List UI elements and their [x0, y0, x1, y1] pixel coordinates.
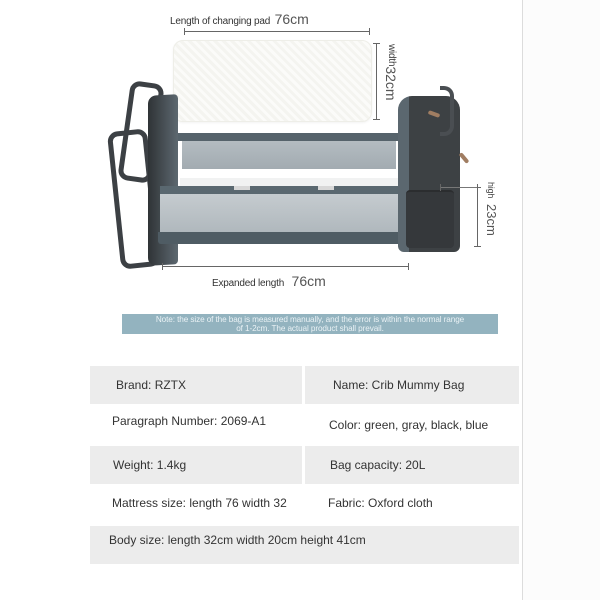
- spec-paragraph-number: Paragraph Number: 2069-A1: [112, 414, 267, 428]
- measurement-note-banner: [122, 314, 498, 334]
- crib-mesh-front: [160, 194, 400, 232]
- pad-length-caption: [170, 11, 309, 29]
- spec-bag-capacity: Bag capacity: 20L: [305, 446, 519, 484]
- height-label: high: [486, 182, 496, 199]
- spec-fabric: Fabric: Oxford cloth: [328, 496, 433, 510]
- rail-clip: [234, 186, 250, 190]
- pad-length-label: Length of changing pad: [170, 16, 271, 27]
- spec-row: [90, 404, 519, 442]
- product-dimension-figure: [0, 0, 522, 300]
- crib-mesh-back: [182, 141, 396, 169]
- rail-clip: [318, 186, 334, 190]
- right-margin: [523, 0, 600, 600]
- spec-color: Color: green, gray, black, blue: [329, 418, 489, 432]
- spec-row: [90, 366, 519, 404]
- height-top-guide: [440, 187, 478, 188]
- crib-back-rail: [178, 133, 398, 141]
- changing-pad-image: [173, 40, 372, 122]
- spec-weight: Weight: 1.4kg: [90, 446, 302, 484]
- height-value: 23cm: [484, 204, 499, 237]
- expanded-length-caption: [212, 273, 326, 291]
- crib-bottom-rail: [158, 232, 402, 244]
- note-line-1: Note: the size of the bag is measured manually, and the error is within the normal range: [155, 315, 465, 324]
- spec-row: [90, 526, 519, 564]
- zipper-tag: [459, 152, 470, 164]
- spec-row: [90, 446, 519, 484]
- height-caption: [482, 182, 500, 236]
- expanded-length-label: Expanded length: [212, 278, 285, 289]
- height-dimension-line: [477, 187, 478, 247]
- note-line-2: of 1-2cm. The actual product shall prevail.: [236, 324, 384, 333]
- pad-width-dimension-line: [376, 43, 377, 120]
- spec-name: Name: Crib Mummy Bag: [305, 366, 519, 404]
- spec-mattress-size: Mattress size: length 76 width 32: [112, 496, 287, 510]
- spec-row: [90, 484, 519, 522]
- pad-length-dimension-line: [184, 31, 370, 32]
- expanded-length-value: 76cm: [291, 273, 326, 289]
- pad-width-value: 32cm: [383, 66, 399, 101]
- expanded-length-dimension-line: [162, 266, 409, 267]
- pad-width-label: width: [386, 44, 397, 67]
- bag-handle: [440, 86, 454, 136]
- crib-front-rail: [160, 186, 400, 194]
- pad-width-caption: [382, 44, 400, 101]
- spec-brand: Brand: RZTX: [90, 366, 302, 404]
- spec-body-size: Body size: length 32cm width 20cm height 41cm: [90, 526, 519, 564]
- pad-length-value: 76cm: [274, 11, 309, 27]
- bag-side-pocket: [406, 190, 454, 248]
